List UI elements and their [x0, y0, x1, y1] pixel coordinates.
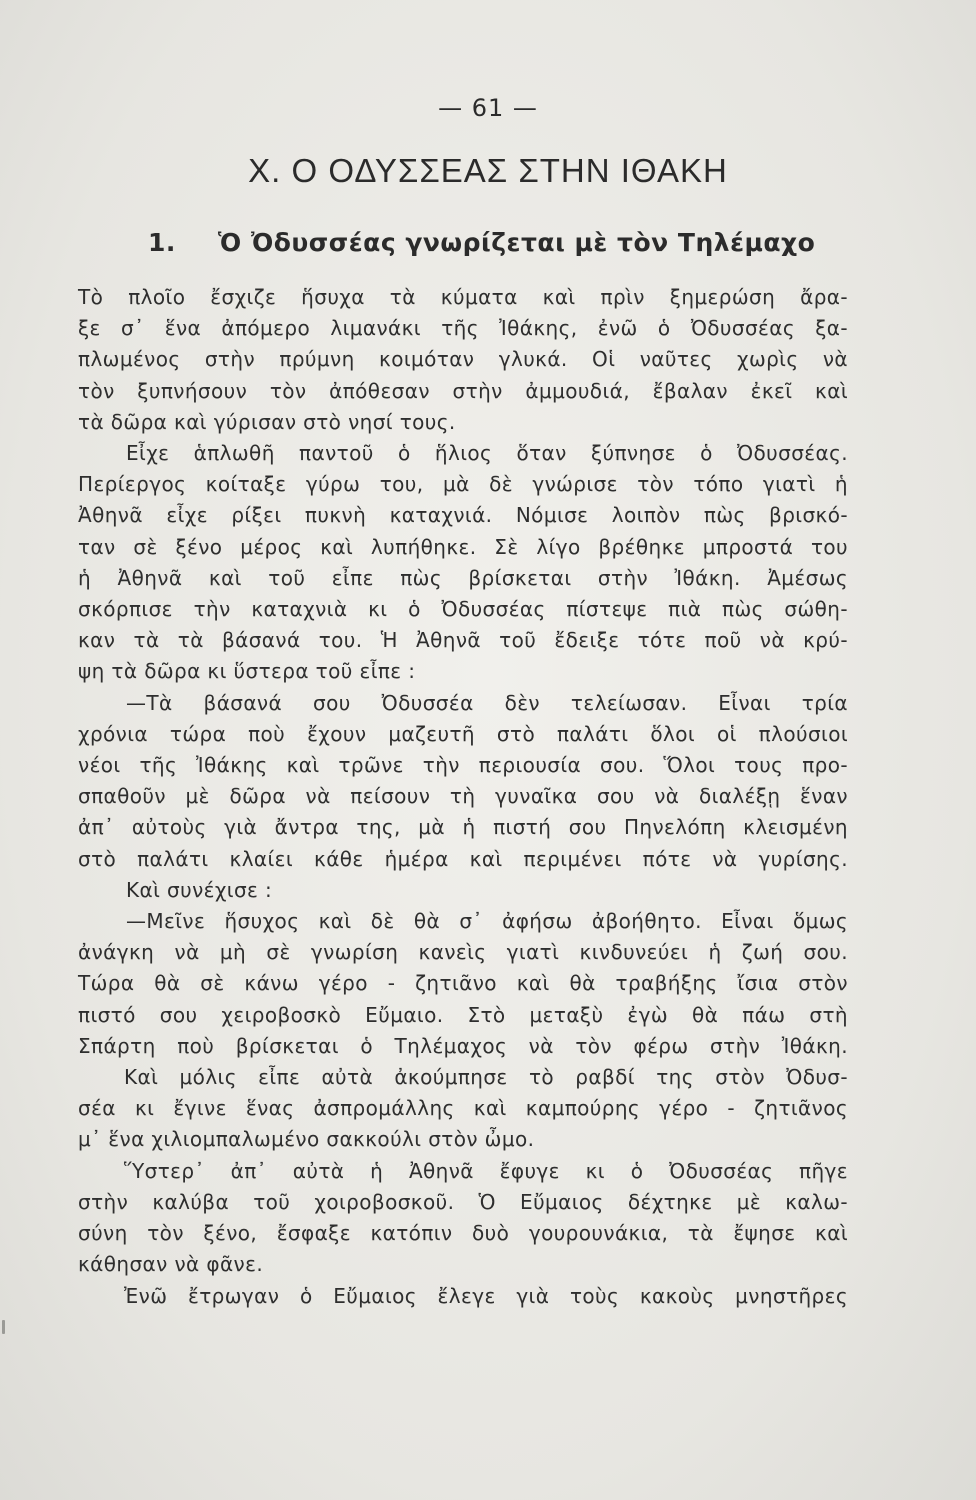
text-line: ἀνάγκη νὰ μὴ σὲ γνωρίση κανεὶς γιατὶ κινδυνεύει ἡ ζωή σου.	[78, 940, 848, 965]
text-line: καν τὰ τὰ βάσανά του. Ἡ Ἀθηνᾶ τοῦ ἔδειξε τότε ποῦ νὰ κρύ-	[78, 628, 848, 653]
text-line: Περίεργος κοίταξε γύρω του, μὰ δὲ γνώρισε τὸν τόπο γιατὶ ἡ	[78, 472, 848, 497]
section-number: 1.	[148, 228, 176, 257]
section-heading	[148, 228, 815, 257]
text-line: κάθησαν νὰ φᾶνε.	[78, 1252, 264, 1277]
section-title: Ὁ Ὀδυσσέας γνωρίζεται μὲ τὸν Τηλέμαχο	[217, 228, 816, 257]
text-line: —Τὰ βάσανά σου Ὀδυσσέα δὲν τελείωσαν. Εἶναι τρία	[126, 690, 848, 715]
text-line: στὸ παλάτι κλαίει κάθε ἡμέρα καὶ περιμένει πότε νὰ γυρίσης.	[78, 846, 848, 871]
text-line: πιστό σου χειροβοσκὸ Εὔμαιο. Στὸ μεταξὺ ἐγὼ θὰ πάω στὴ	[78, 1002, 848, 1027]
text-line: Ὕστερ᾿ ἀπ᾿ αὐτὰ ἡ Ἀθηνᾶ ἔφυγε κι ὁ Ὀδυσσέας πῆγε	[124, 1158, 848, 1183]
text-line: Σπάρτη ποὺ βρίσκεται ὁ Τηλέμαχος νὰ τὸν φέρω στὴν Ἰθάκη.	[78, 1033, 848, 1058]
page-number: — 61 —	[438, 94, 538, 122]
text-line: ξε σ᾿ ἕνα ἀπόμερο λιμανάκι τῆς Ἰθάκης, ἐνῶ ὁ Ὀδυσσέας ξα-	[78, 316, 848, 341]
text-line: Τὸ πλοῖο ἔσχιζε ἥσυχα τὰ κύματα καὶ πρὶν ξημερώση ἄρα-	[78, 285, 848, 309]
text-line: Καὶ μόλις εἶπε αὐτὰ ἀκούμπησε τὸ ραβδί της στὸν Ὀδυσ-	[124, 1065, 848, 1090]
text-line: Ἀθηνᾶ εἶχε ρίξει πυκνὴ καταχνιά. Νόμισε λοιπὸν πὼς βρισκό-	[78, 503, 848, 528]
text-line: ψη τὰ δῶρα κι ὕστερα τοῦ εἶπε :	[78, 659, 416, 684]
text-line: χρόνια τώρα ποὺ ἔχουν μαζευτῆ στὸ παλάτι ὅλοι οἱ πλούσιοι	[78, 721, 848, 746]
text-line: ταν σὲ ξένο μέρος καὶ λυπήθηκε. Σὲ λίγο βρέθηκε μπροστά του	[78, 534, 848, 559]
text-line: Τώρα θὰ σὲ κάνω γέρο - ζητιᾶνο καὶ θὰ τραβήξης ἴσια στὸν	[78, 971, 848, 996]
text-line: Ἐνῶ ἔτρωγαν ὁ Εὔμαιος ἔλεγε γιὰ τοὺς κακοὺς μνηστῆρες	[124, 1283, 848, 1308]
page-edge-mark	[2, 1320, 5, 1334]
text-line: σκόρπισε τὴν καταχνιὰ κι ὁ Ὀδυσσέας πίστεψε πιὰ πὼς σώθη-	[78, 597, 848, 622]
text-line: νέοι τῆς Ἰθάκης καὶ τρῶνε τὴν περιουσία σου. Ὅλοι τους προ-	[78, 753, 848, 778]
text-line: σέα κι ἔγινε ἕνας ἀσπρομάλλης καὶ καμπούρης γέρο - ζητιᾶνος	[78, 1096, 848, 1121]
text-line: ἀπ᾿ αὐτοὺς γιὰ ἄντρα της, μὰ ἡ πιστή σου Πηνελόπη κλεισμένη	[78, 815, 848, 840]
text-line: ἡ Ἀθηνᾶ καὶ τοῦ εἶπε πὼς βρίσκεται στὴν Ἰθάκη. Ἀμέσως	[78, 565, 848, 590]
text-line: —Μεῖνε ἥσυχος καὶ δὲ θὰ σ᾿ ἀφήσω ἀβοήθητο. Εἶναι ὅμως	[126, 909, 848, 934]
text-line: Εἶχε ἁπλωθῆ παντοῦ ὁ ἥλιος ὅταν ξύπνησε ὁ Ὀδυσσέας.	[126, 441, 848, 466]
text-line: σύνη τὸν ξένο, ἔσφαξε κατόπιν δυὸ γουρουνάκια, τὰ ἔψησε καὶ	[78, 1221, 848, 1246]
text-line: Καὶ συνέχισε :	[126, 877, 273, 902]
text-line: σπαθοῦν μὲ δῶρα νὰ πείσουν τὴ γυναῖκα σου νὰ διαλέξῃ ἕναν	[78, 784, 848, 809]
text-line: τὸν ξυπνήσουν τὸν ἀπόθεσαν στὴν ἀμμουδιά, ἔβαλαν ἐκεῖ καὶ	[78, 378, 848, 403]
chapter-title: Χ. Ο ΟΔΥΣΣΕΑΣ ΣΤΗΝ ΙΘΑΚΗ	[248, 152, 728, 189]
text-line: πλωμένος στὴν πρύμνη κοιμόταν γλυκά. Οἱ ναῦτες χωρὶς νὰ	[78, 347, 848, 372]
body-text	[78, 282, 848, 1312]
text-line: τὰ δῶρα καὶ γύρισαν στὸ νησί τους.	[78, 409, 456, 434]
text-line: στὴν καλύβα τοῦ χοιροβοσκοῦ. Ὁ Εὔμαιος δέχτηκε μὲ καλω-	[78, 1189, 848, 1214]
text-line: μ᾿ ἕνα χιλιομπαλωμένο σακκούλι στὸν ὦμο.	[78, 1127, 535, 1152]
